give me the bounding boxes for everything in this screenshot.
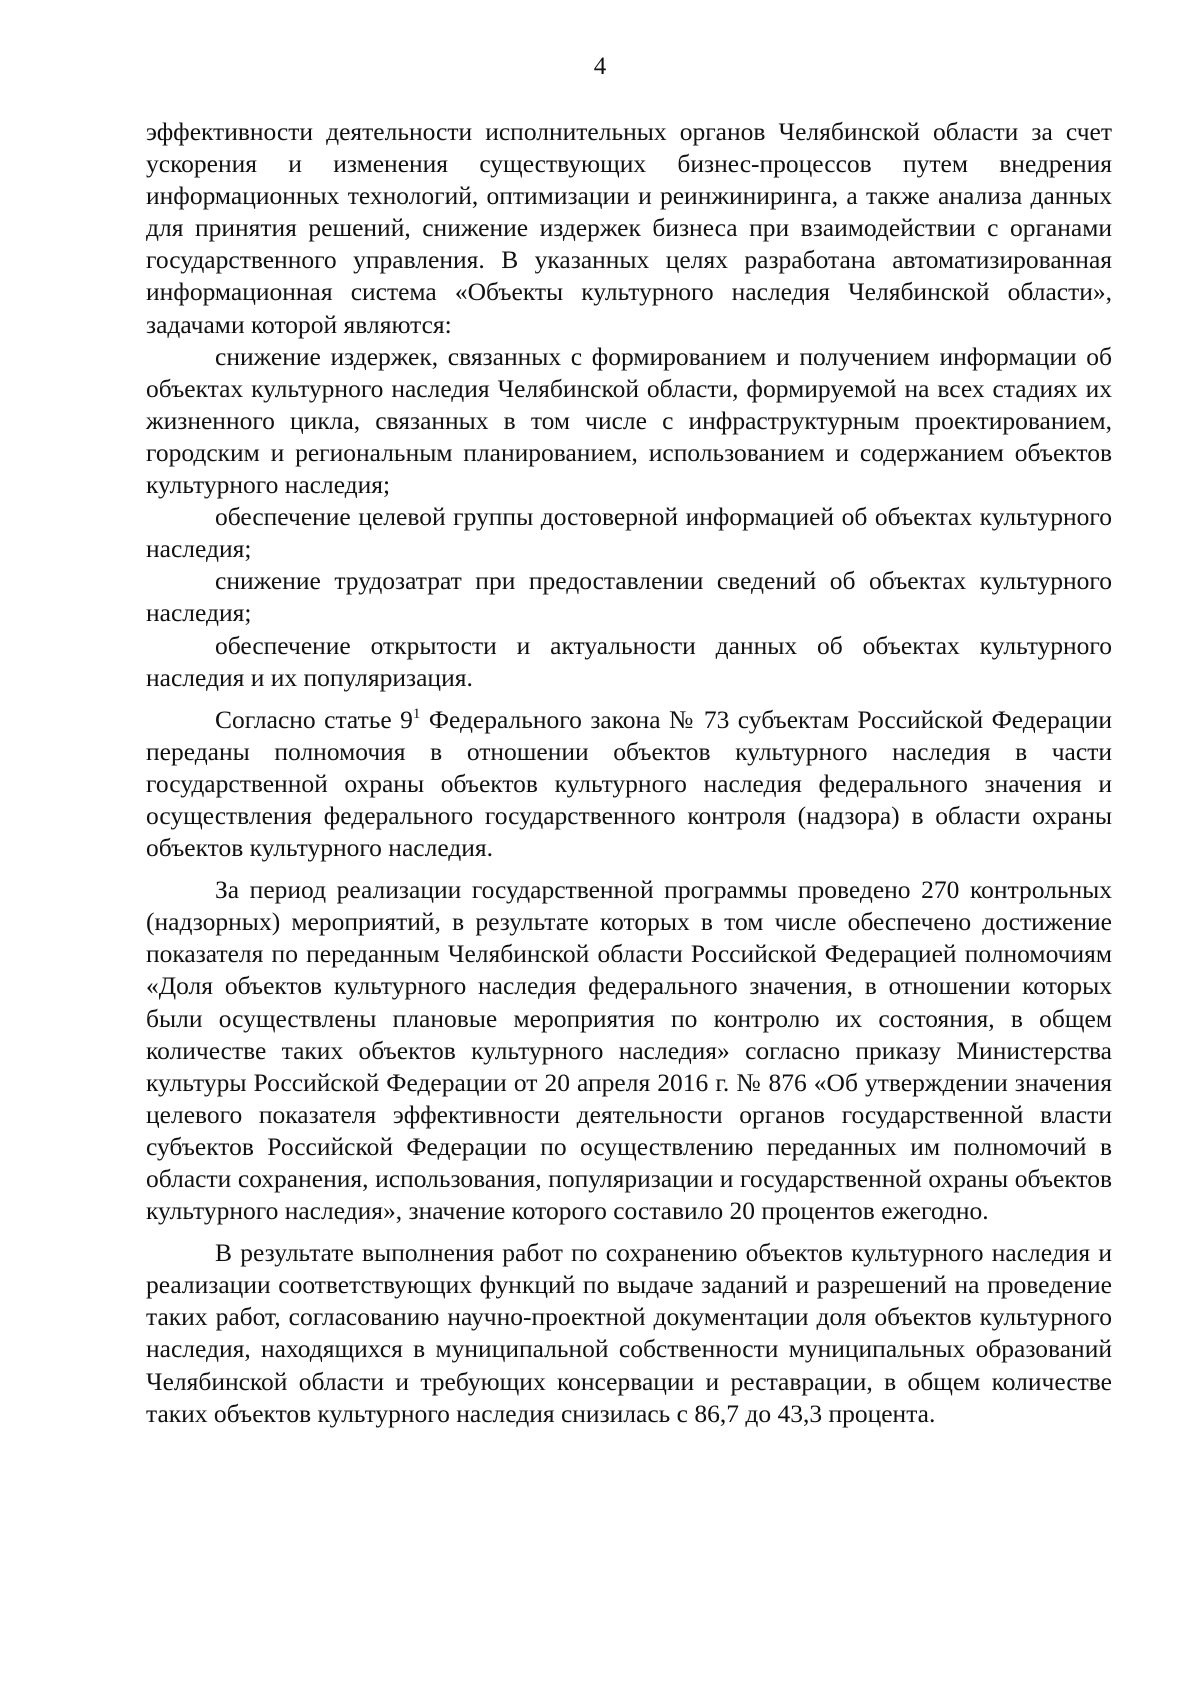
paragraph-preservation-results: В результате выполнения работ по сохранению объектов культурного наследия и реализации соответствующих функций по выдаче заданий и разрешений на проведение таких работ, согласованию научно-проектной документации доля объектов культурного наследия, находящихся в муниципальной собственности муниципальных образований Челябинской области и требующих консервации и реставрации, в общем количестве таких объектов культурного наследия снизилась с 86,7 до 43,3 процента. (146, 1238, 1112, 1428)
document-body (146, 116, 1112, 1430)
paragraph-continuation: эффективности деятельности исполнительных органов Челябинской области за счет ускорения и изменения существующих бизнес-процессов путем внедрения информационных технологий, оптимизации и реинжиниринга, а также анализа данных для принятия решений, снижение издержек бизнеса при взаимодействии с органами государственного управления. В указанных целях разработана автоматизированная информационная система «Объекты культурного наследия Челябинской области», задачами которой являются: (146, 117, 1112, 339)
list-item-cost-reduction: снижение издержек, связанных с формированием и получением информации об объектах культурного наследия Челябинской области, формируемой на всех стадиях их жизненного цикла, связанных в том числе с инфраструктурным проектированием, городским и региональным планированием, использованием и содержанием объектов культурного наследия; (146, 341, 1112, 500)
article-superscript: 1 (412, 705, 421, 722)
page-number: 4 (593, 53, 607, 80)
federal-law-text-start: Согласно статье 9 (215, 704, 413, 734)
paragraph-federal-law (146, 704, 1112, 864)
list-item-labor-reduction: снижение трудозатрат при предоставлении сведений об объектах культурного наследия; (146, 566, 1112, 628)
list-item-openness: обеспечение открытости и актуальности данных об объектах культурного наследия и их популяризация. (146, 630, 1112, 692)
paragraph-control-measures: За период реализации государственной программы проведено 270 контрольных (надзорных) мероприятий, в результате которых в том числе обеспечено достижение показателя по переданным Челябинской области Российской Федерацией полномочиям «Доля объектов культурного наследия федерального значения, в отношении которых были осуществлены плановые мероприятия по контролю их состояния, в общем количестве таких объектов культурного наследия» согласно приказу Министерства культуры Российской Федерации от 20 апреля 2016 г. № 876 «Об утверждении значения целевого показателя эффективности деятельности органов государственной власти субъектов Российской Федерации по осуществлению переданных им полномочий в области сохранения, использования, популяризации и государственной охраны объектов культурного наследия», значение которого составило 20 процентов ежегодно. (146, 875, 1112, 1226)
list-item-reliable-information: обеспечение целевой группы достоверной информацией об объектах культурного наследия; (146, 502, 1112, 564)
federal-law-text-end: Федерального закона № 73 субъектам Российской Федерации переданы полномочия в отношении объектов культурного наследия в части государственной охраны объектов культурного наследия федерального значения и осуществления федерального государственного контроля (надзора) в области охраны объектов культурного наследия. (146, 704, 1113, 863)
